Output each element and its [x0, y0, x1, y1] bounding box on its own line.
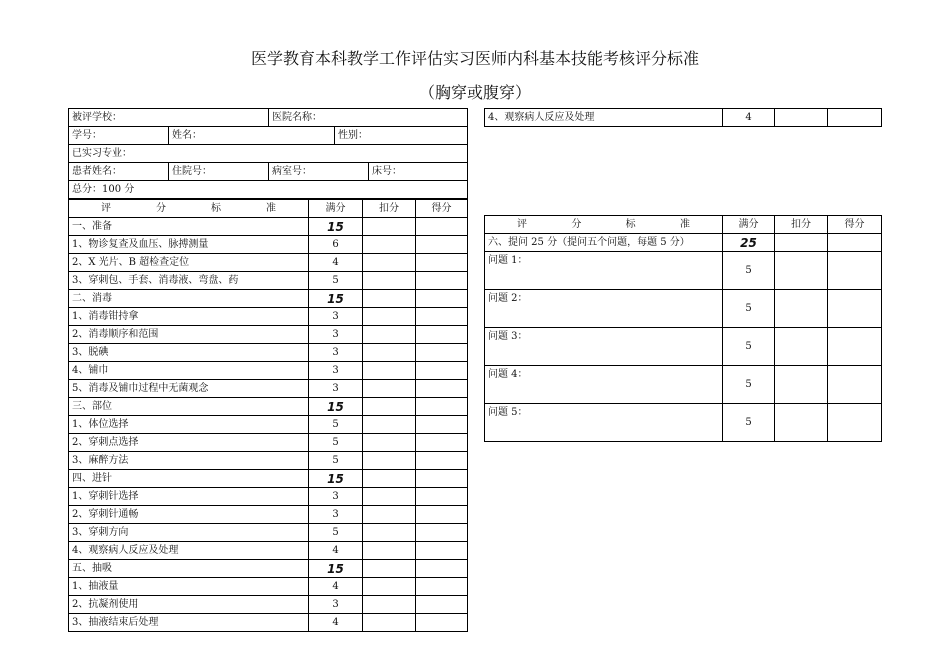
score-cell[interactable]	[828, 366, 882, 404]
deduct-cell[interactable]	[363, 488, 416, 506]
specialty-field: 已实习专业：	[69, 145, 468, 163]
criteria-cell: 3、穿刺方向	[69, 524, 309, 542]
deduct-cell[interactable]	[775, 366, 828, 404]
section-row	[485, 234, 882, 252]
criteria-cell: 2、穿刺点选择	[69, 434, 309, 452]
question-cell: 问题 2：	[485, 290, 723, 328]
table-row	[69, 272, 468, 290]
right-continuation-table	[484, 108, 882, 127]
table-row	[69, 380, 468, 398]
criteria-header: 评分标准	[485, 216, 723, 234]
score-cell[interactable]	[828, 328, 882, 366]
full-score-cell: 5	[309, 434, 363, 452]
table-row	[69, 596, 468, 614]
criteria-cell: 2、消毒顺序和范围	[69, 326, 309, 344]
full-score-cell: 15	[309, 398, 363, 416]
deduct-cell[interactable]	[363, 380, 416, 398]
full-score-cell: 4	[723, 109, 775, 127]
criteria-cell: 4、观察病人反应及处理	[69, 542, 309, 560]
full-score-cell: 5	[723, 328, 775, 366]
name-field: 姓名：	[169, 127, 335, 145]
criteria-cell: 1、穿刺针选择	[69, 488, 309, 506]
criteria-cell: 1、消毒钳持拿	[69, 308, 309, 326]
full-score-cell: 3	[309, 344, 363, 362]
question-row	[485, 328, 882, 366]
criteria-cell: 2、穿刺针通畅	[69, 506, 309, 524]
criteria-cell: 3、抽液结束后处理	[69, 614, 309, 632]
full-score-cell: 4	[309, 614, 363, 632]
score-cell[interactable]	[828, 290, 882, 328]
hospital-field: 医院名称：	[269, 109, 468, 127]
full-score-header: 满分	[309, 200, 363, 218]
deduct-cell[interactable]	[363, 434, 416, 452]
criteria-cell: 四、进针	[69, 470, 309, 488]
score-cell[interactable]	[416, 218, 468, 236]
deduct-cell[interactable]	[363, 308, 416, 326]
score-cell[interactable]	[416, 488, 468, 506]
full-score-cell: 3	[309, 380, 363, 398]
deduct-cell[interactable]	[775, 290, 828, 328]
table-header-row	[69, 200, 468, 218]
score-cell[interactable]	[828, 109, 882, 127]
table-row	[69, 308, 468, 326]
criteria-cell: 4、铺巾	[69, 362, 309, 380]
deduct-cell[interactable]	[363, 344, 416, 362]
full-score-cell: 15	[309, 470, 363, 488]
full-score-cell: 3	[309, 308, 363, 326]
full-score-cell: 4	[309, 254, 363, 272]
student-id-field: 学号：	[69, 127, 169, 145]
page-title: 医学教育本科教学工作评估实习医师内科基本技能考核评分标准	[250, 49, 699, 68]
gender-field: 性别：	[335, 127, 468, 145]
score-cell[interactable]	[416, 470, 468, 488]
section-row	[69, 290, 468, 308]
full-score-cell: 5	[309, 452, 363, 470]
full-score-cell: 25	[723, 234, 775, 252]
ward-number-field: 病室号：	[269, 163, 369, 181]
score-cell[interactable]	[416, 524, 468, 542]
deduct-cell[interactable]	[363, 524, 416, 542]
table-row	[485, 109, 882, 127]
deduct-cell[interactable]	[775, 404, 828, 442]
score-cell[interactable]	[416, 416, 468, 434]
full-score-cell: 3	[309, 488, 363, 506]
deduct-cell[interactable]	[363, 614, 416, 632]
score-cell[interactable]	[416, 344, 468, 362]
deduct-cell[interactable]	[775, 328, 828, 366]
criteria-cell: 1、体位选择	[69, 416, 309, 434]
criteria-header: 评分标准	[69, 200, 309, 218]
full-score-cell: 5	[723, 290, 775, 328]
deduct-cell[interactable]	[363, 290, 416, 308]
table-row	[69, 524, 468, 542]
deduct-cell[interactable]	[363, 506, 416, 524]
full-score-cell: 15	[309, 560, 363, 578]
score-cell[interactable]	[416, 578, 468, 596]
table-row	[69, 344, 468, 362]
full-score-cell: 5	[309, 272, 363, 290]
deduct-cell[interactable]	[363, 236, 416, 254]
deduct-cell[interactable]	[775, 252, 828, 290]
deduct-cell[interactable]	[363, 542, 416, 560]
score-cell[interactable]	[828, 404, 882, 442]
full-score-cell: 4	[309, 578, 363, 596]
criteria-cell: 3、麻醉方法	[69, 452, 309, 470]
score-cell[interactable]	[416, 236, 468, 254]
bed-number-field: 床号：	[369, 163, 468, 181]
deduct-cell[interactable]	[363, 470, 416, 488]
deduct-cell[interactable]	[363, 362, 416, 380]
table-header-row	[485, 216, 882, 234]
score-cell[interactable]	[416, 290, 468, 308]
criteria-cell: 一、准备	[69, 218, 309, 236]
score-cell[interactable]	[416, 272, 468, 290]
deduct-cell[interactable]	[363, 326, 416, 344]
score-cell[interactable]	[828, 252, 882, 290]
criteria-cell: 2、抗凝剂使用	[69, 596, 309, 614]
right-score-table	[484, 215, 882, 442]
criteria-cell: 二、消毒	[69, 290, 309, 308]
full-score-cell: 3	[309, 596, 363, 614]
school-field: 被评学校：	[69, 109, 269, 127]
table-row	[69, 362, 468, 380]
full-score-cell: 5	[309, 524, 363, 542]
deduct-cell[interactable]	[363, 416, 416, 434]
score-cell[interactable]	[416, 452, 468, 470]
full-score-cell: 4	[309, 542, 363, 560]
full-score-cell: 5	[309, 416, 363, 434]
question-row	[485, 290, 882, 328]
score-cell[interactable]	[416, 560, 468, 578]
criteria-cell: 五、抽吸	[69, 560, 309, 578]
full-score-cell: 3	[309, 506, 363, 524]
table-row	[69, 254, 468, 272]
section-row	[69, 398, 468, 416]
left-score-table	[68, 199, 468, 632]
score-cell[interactable]	[416, 326, 468, 344]
full-score-cell: 6	[309, 236, 363, 254]
question-cell: 问题 1：	[485, 252, 723, 290]
deduct-cell[interactable]	[363, 578, 416, 596]
score-cell[interactable]	[416, 506, 468, 524]
criteria-cell: 三、部位	[69, 398, 309, 416]
table-row	[69, 416, 468, 434]
score-cell[interactable]	[416, 380, 468, 398]
total-score-field: 总分：100 分	[69, 181, 468, 199]
score-cell[interactable]	[416, 542, 468, 560]
full-score-cell: 5	[723, 404, 775, 442]
question-row	[485, 366, 882, 404]
score-cell[interactable]	[828, 234, 882, 252]
question-cell: 问题 5：	[485, 404, 723, 442]
info-table	[68, 108, 468, 199]
patient-name-field: 患者姓名：	[69, 163, 169, 181]
table-row	[69, 578, 468, 596]
table-row	[69, 542, 468, 560]
criteria-cell: 3、脱碘	[69, 344, 309, 362]
criteria-cell: 4、观察病人反应及处理	[485, 109, 723, 127]
page-subtitle: （胸穿或腹穿）	[418, 83, 531, 102]
admission-number-field: 住院号：	[169, 163, 269, 181]
table-row	[69, 488, 468, 506]
score-cell[interactable]	[416, 254, 468, 272]
score-cell[interactable]	[416, 308, 468, 326]
question-cell: 问题 3：	[485, 328, 723, 366]
score-cell[interactable]	[416, 398, 468, 416]
deduct-cell[interactable]	[775, 234, 828, 252]
deduct-cell[interactable]	[363, 596, 416, 614]
score-cell[interactable]	[416, 362, 468, 380]
question-row	[485, 404, 882, 442]
section-row	[69, 218, 468, 236]
criteria-cell: 5、消毒及铺巾过程中无菌观念	[69, 380, 309, 398]
deduct-cell[interactable]	[775, 109, 828, 127]
criteria-cell: 3、穿刺包、手套、消毒液、弯盘、药	[69, 272, 309, 290]
score-header: 得分	[416, 200, 468, 218]
deduct-cell[interactable]	[363, 218, 416, 236]
full-score-cell: 3	[309, 362, 363, 380]
score-cell[interactable]	[416, 596, 468, 614]
deduct-cell[interactable]	[363, 452, 416, 470]
score-header: 得分	[828, 216, 882, 234]
deduct-cell[interactable]	[363, 560, 416, 578]
question-row	[485, 252, 882, 290]
deduct-cell[interactable]	[363, 272, 416, 290]
full-score-cell: 5	[723, 366, 775, 404]
score-cell[interactable]	[416, 614, 468, 632]
deduct-cell[interactable]	[363, 254, 416, 272]
table-row	[69, 326, 468, 344]
table-row	[69, 506, 468, 524]
deduct-header: 扣分	[775, 216, 828, 234]
table-row	[69, 614, 468, 632]
deduct-cell[interactable]	[363, 398, 416, 416]
table-row	[69, 236, 468, 254]
full-score-cell: 5	[723, 252, 775, 290]
deduct-header: 扣分	[363, 200, 416, 218]
table-row	[69, 434, 468, 452]
full-score-header: 满分	[723, 216, 775, 234]
section-row	[69, 470, 468, 488]
full-score-cell: 15	[309, 290, 363, 308]
criteria-cell: 2、X 光片、B 超检查定位	[69, 254, 309, 272]
score-cell[interactable]	[416, 434, 468, 452]
criteria-cell: 1、抽液量	[69, 578, 309, 596]
criteria-cell: 六、提问 25 分（提问五个问题，每题 5 分）	[485, 234, 723, 252]
full-score-cell: 3	[309, 326, 363, 344]
table-row	[69, 452, 468, 470]
section-row	[69, 560, 468, 578]
question-cell: 问题 4：	[485, 366, 723, 404]
full-score-cell: 15	[309, 218, 363, 236]
criteria-cell: 1、物诊复查及血压、脉搏测量	[69, 236, 309, 254]
